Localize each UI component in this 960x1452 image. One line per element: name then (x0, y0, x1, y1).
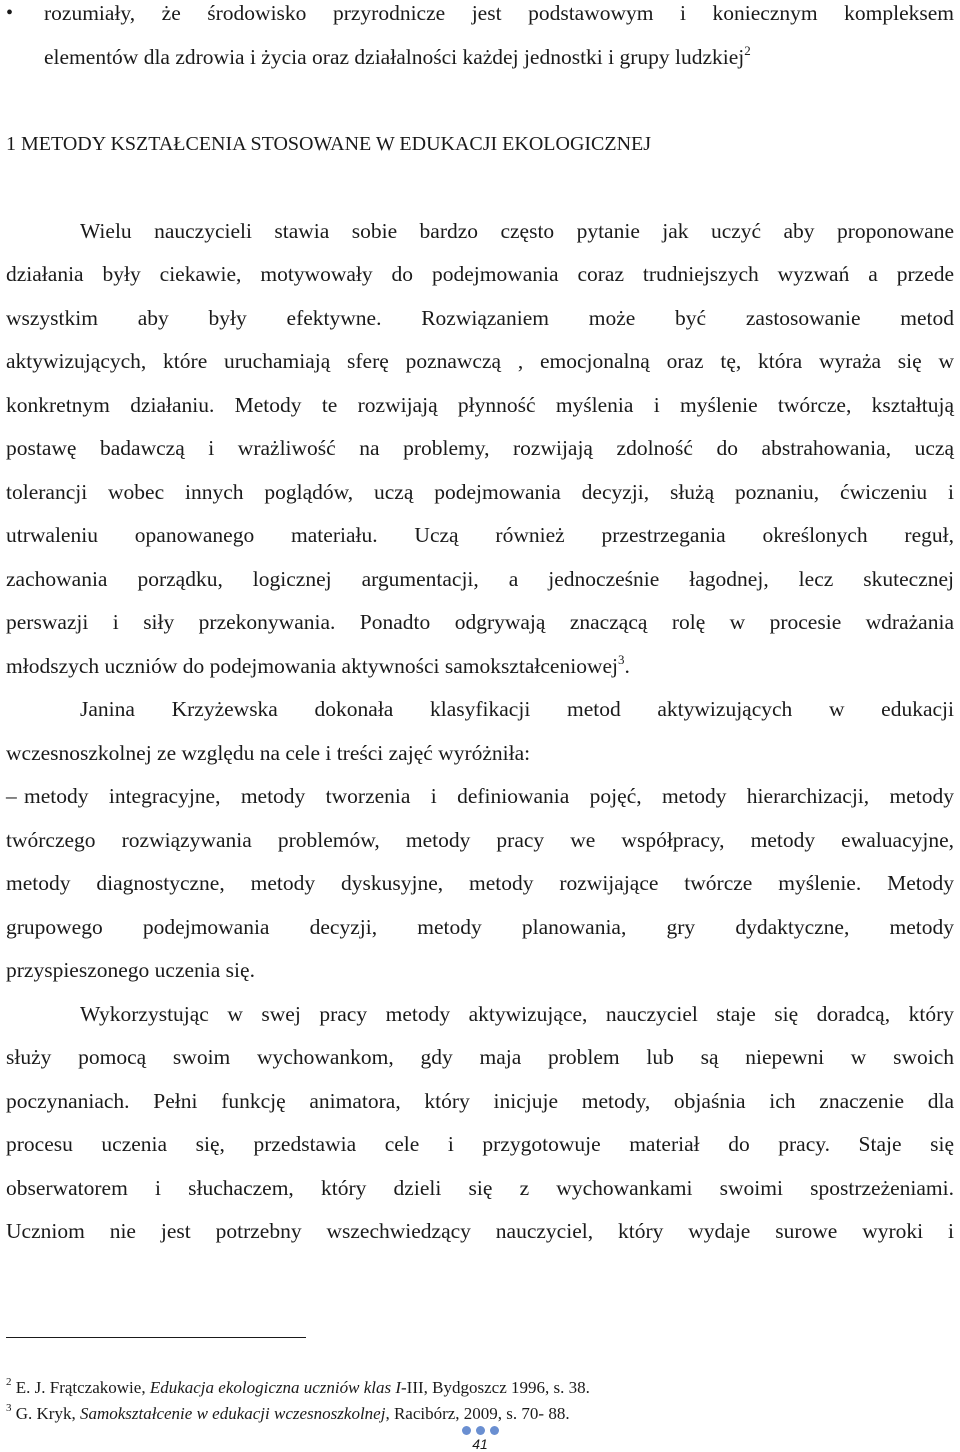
footer-dot-icon (490, 1426, 499, 1435)
p1-line-5: konkretnym działaniu. Metody te rozwijają płynność myślenia i myślenie twórcze, kształtują (6, 393, 954, 417)
footnote-ref-3: 3 (618, 652, 625, 667)
p1-line-3: wszystkim aby były efektywne. Rozwiązaniem może być zastosowanie metod (6, 306, 954, 330)
list-dash: – (6, 784, 17, 808)
list-line-5: przyspieszonego uczenia się. (6, 958, 255, 982)
p1-line-1: Wielu nauczycieli stawia sobie bardzo często pytanie jak uczyć aby proponowane (80, 219, 954, 243)
footnote-separator (6, 1337, 306, 1338)
list-line-1: metody integracyjne, metody tworzenia i definiowania pojęć, metody hierarchizacji, metody (24, 784, 954, 808)
footer-dots (452, 1426, 508, 1435)
p2-line-1: Janina Krzyżewska dokonała klasyfikacji metod aktywizujących w edukacji (80, 697, 954, 721)
p1-line-6: postawę badawczą i wrażliwość na problemy, rozwijają zdolność do abstrahowania, uczą (6, 436, 954, 460)
p1-line-11-text: młodszych uczniów do podejmowania aktywności samokształceniowej (6, 654, 618, 678)
p1-line-4: aktywizujących, które uruchamiają sferę poznawczą , emocjonalną oraz tę, która wyraża się w (6, 349, 954, 373)
footnote-2 (6, 1378, 590, 1398)
section-heading: 1 METODY KSZTAŁCENIA STOSOWANE W EDUKACJI EKOLOGICZNEJ (6, 133, 652, 155)
p1-line-9: zachowania porządku, logicznej argumentacji, a jednocześnie łagodnej, lecz skutecznej (6, 567, 954, 591)
p1-line-11 (6, 653, 954, 679)
list-line-4: grupowego podejmowania decyzji, metody planowania, gry dydaktyczne, metody (6, 915, 954, 939)
p3-line-6: Uczniom nie jest potrzebny wszechwiedzący nauczyciel, który wydaje surowe wyroki i (6, 1219, 954, 1243)
p1-line-7: tolerancji wobec innych poglądów, uczą podejmowania decyzji, służą poznaniu, ćwiczeniu i (6, 480, 954, 504)
bullet-marker: • (6, 2, 14, 24)
footnote-2-before: E. J. Frątczakowie, (15, 1378, 150, 1397)
list-line-3: metody diagnostyczne, metody dyskusyjne, metody rozwijające twórcze myślenie. Metody (6, 871, 954, 895)
footnote-2-title: Edukacja ekologiczna uczniów klas I (149, 1378, 401, 1397)
p1-line-2: działania były ciekawie, motywowały do podejmowania coraz trudniejszych wyzwań a przede (6, 262, 954, 286)
footnote-3-number: 3 (6, 1402, 12, 1414)
footer-dot-icon (462, 1426, 471, 1435)
p3-line-5: obserwatorem i słuchaczem, który dzieli się z wychowankami swoimi spostrzeżeniami. (6, 1176, 954, 1200)
page-number: 41 (472, 1436, 488, 1452)
footnote-3-before: G. Kryk, (15, 1404, 80, 1423)
page-footer (452, 1426, 508, 1452)
footnote-3 (6, 1404, 570, 1424)
bullet-line-2 (44, 44, 948, 70)
footnote-ref-2: 2 (744, 43, 751, 58)
p1-line-10: perswazji i siły przekonywania. Ponadto odgrywają znaczącą rolę w procesie wdrażania (6, 610, 954, 634)
list-line-2: twórczego rozwiązywania problemów, metody pracy we współpracy, metody ewaluacyjne, (6, 828, 954, 852)
p3-line-2: służy pomocą swoim wychowankom, gdy maja problem lub są niepewni w swoich (6, 1045, 954, 1069)
footnote-3-title: Samokształcenie w edukacji wczesnoszkolnej (79, 1404, 386, 1423)
footer-dot-icon (476, 1426, 485, 1435)
footnote-2-after: -III, Bydgoszcz 1996, s. 38. (401, 1378, 590, 1397)
p3-line-1: Wykorzystując w swej pracy metody aktywizujące, nauczyciel staje się doradcą, który (80, 1002, 954, 1026)
p1-end: . (624, 654, 630, 678)
footnote-3-after: , Racibórz, 2009, s. 70- 88. (385, 1404, 570, 1423)
p2-line-2: wczesnoszkolnej ze względu na cele i treści zajęć wyróżniła: (6, 741, 531, 765)
bullet-line-2-text: elementów dla zdrowia i życia oraz działalności każdej jednostki i grupy ludzkiej (44, 45, 745, 69)
p3-line-3: poczynaniach. Pełni funkcję animatora, który inicjuje metody, objaśnia ich znaczenie dla (6, 1089, 954, 1113)
footnote-2-number: 2 (6, 1376, 12, 1388)
p1-line-8: utrwaleniu opanowanego materiału. Uczą również przestrzegania określonych reguł, (6, 523, 954, 547)
p3-line-4: procesu uczenia się, przedstawia cele i przygotowuje materiał do pracy. Staje się (6, 1132, 954, 1156)
bullet-line-1: rozumiały, że środowisko przyrodnicze jest podstawowym i koniecznym kompleksem (44, 1, 954, 25)
